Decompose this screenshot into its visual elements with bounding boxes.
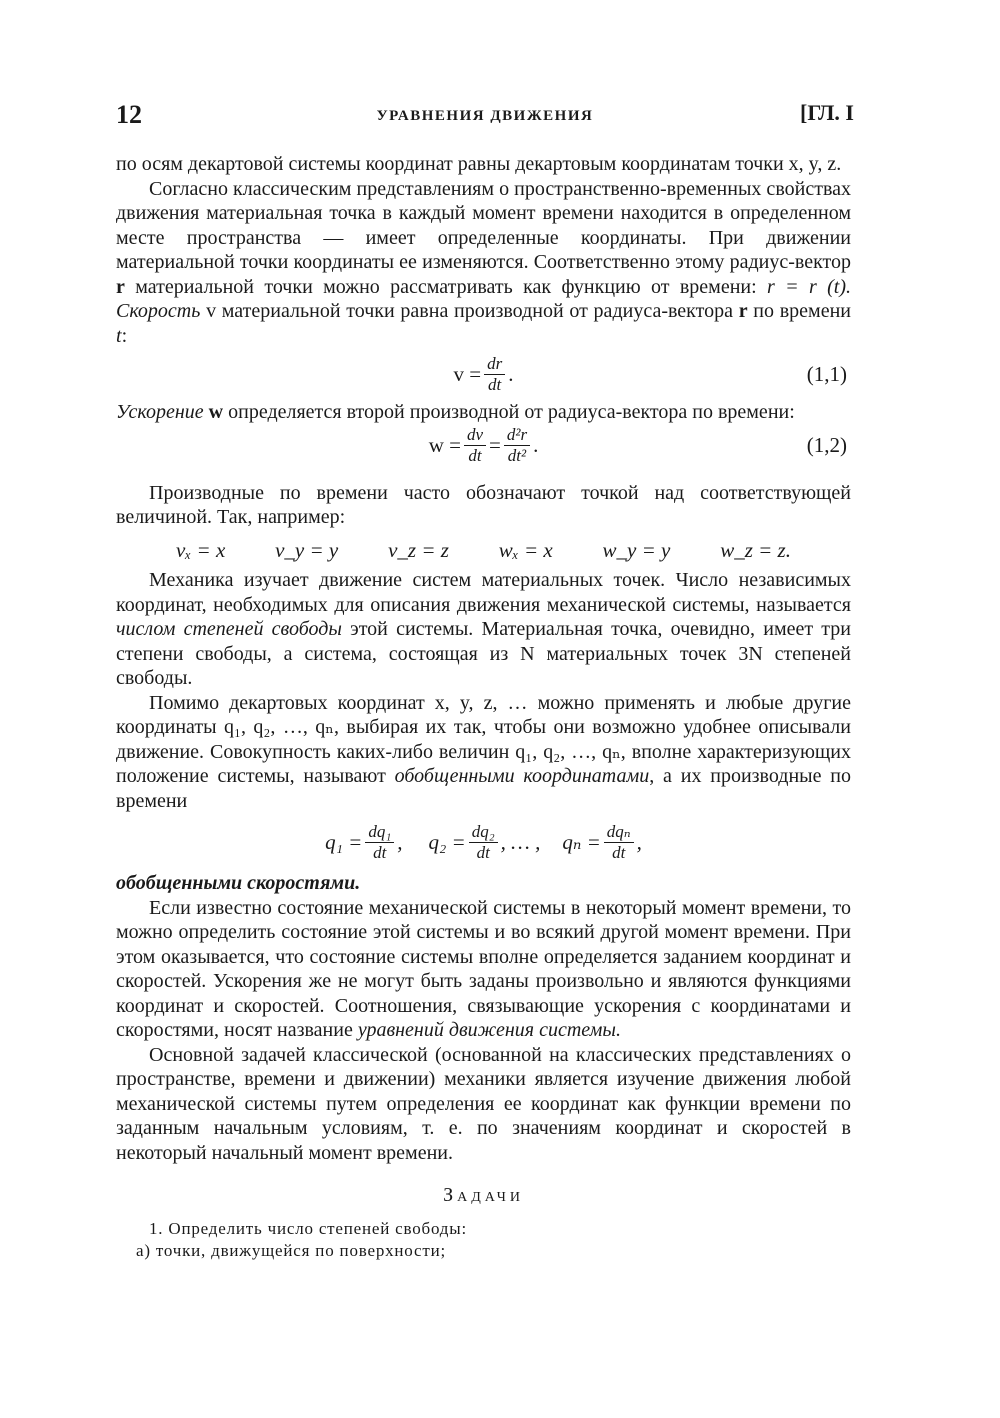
term-equations-of-motion: уравнений движения системы. xyxy=(357,1019,621,1041)
term-degrees-of-freedom: числом степеней свободы xyxy=(116,618,342,640)
paragraph-generalized-coordinates: Помимо декартовых координат x, y, z, … можно применять и любые другие координаты q₁, q₂, …, qₙ, выбирая их так, чтобы они возможно удобнее описывали движение. Совокупность каких-либо величин q₁, q₂, …, qₙ, вполне характеризующих положение системы, называют обобщенными координатами, а их производные по времени xyxy=(116,691,851,812)
equation-number: (1,1) xyxy=(806,361,847,386)
def-wy: w_y = y xyxy=(602,537,671,562)
term-generalized-velocities: обобщенными скоростями. xyxy=(116,872,361,894)
equation-generalized-velocities: q₁ = $\frac{\text{dq₁}}{dt}$ , q₂ = $\frac{\text{dq₂}}{dt}$ , … , qₙ = $\frac{\text{dqₙ}}{dt}$ , xyxy=(325,821,642,862)
paragraph-main-task: Основной задачей классической (основанной на классических представлениях о пространстве, времени и движении) механики является изучение движения любой механической системы путем определения ее координат как функции времени по заданным начальным условиям, т. е. по значениям координат и скоростей в некоторый начальный момент времени. xyxy=(116,1043,851,1164)
paragraph-degrees-of-freedom: Механика изучает движение систем материальных точек. Число независимых координат, необходимых для описания движения механической системы, называется числом степеней свободы этой системы. Материальная точка, очевидно, имеет три степени свободы, а система, состоящая из N материальных точек 3N степеней свободы. xyxy=(116,569,851,689)
equation-number: (1,2) xyxy=(806,433,847,458)
task-item-1a: а) точки, движущейся по поверхности; xyxy=(136,1240,447,1260)
paragraph-acceleration: Ускорение w определяется второй производной от радиуса-вектора по времени: xyxy=(116,401,795,423)
page-body xyxy=(116,152,851,1262)
paragraph-state-of-system: Если известно состояние механической системы в некоторый момент времени, то можно определить состояние этой системы и во всякий другой момент времени. При этом оказывается, что состояние системы вполне определяется заданием координат и скоростей. Ускорения же не могут быть заданы произвольно и являются функциями координат и скоростей. Соотношения, связывающие ускорения с координатами и скоростями, носят название уравнений движения системы. xyxy=(116,896,851,1041)
fraction-dr-dt: $\frac{dr}{dt}$ xyxy=(484,354,505,395)
def-wx: wₓ = x xyxy=(498,537,553,562)
term-acceleration: Ускорение xyxy=(116,401,204,423)
paragraph-continuation: по осям декартовой системы координат равны декартовым координатам точки x, y, z. xyxy=(116,153,842,175)
equation-1-2: w = $\frac{dv}{dt}$ = $\frac{\text{d²r}}{\text{dt²}}$ . (1,2) xyxy=(428,425,847,465)
equation-1-1: v = $\frac{dr}{dt}$ . (1,1) xyxy=(453,353,847,394)
fraction-dq1-dt: $\frac{\text{dq₁}}{dt}$ xyxy=(365,822,394,863)
fraction-dv-dt: $\frac{dv}{dt}$ xyxy=(464,425,486,466)
fraction-dqn-dt: $\frac{\text{dqₙ}}{dt}$ xyxy=(604,822,634,863)
dot-notation-definitions xyxy=(116,538,851,563)
paragraph-generalized-velocities xyxy=(116,871,851,896)
page-header xyxy=(116,100,854,130)
paragraph-classical-view: Согласно классическим представлениям о пространственно-временных свойствах движения материальная точка в каждый момент времени находится в определенном месте пространства — имеет определенные координаты. При движении материальной точки координаты ее изменяются. Соответственно этому радиус-вектор r материальной точки можно рассматривать как функцию от времени: r = r (t). Скорость v материальной точки равна производной от радиуса-вектора r по времени t: xyxy=(116,177,851,347)
term-generalized-coordinates: обобщенными координатами xyxy=(394,765,650,787)
fraction-dq2-dt: $\frac{\text{dq₂}}{dt}$ xyxy=(469,822,498,863)
fraction-d2r-dt2: $\frac{\text{d²r}}{\text{dt²}}$ xyxy=(504,425,530,466)
term-speed: Скорость xyxy=(116,300,201,322)
chapter-label: [ГЛ. I xyxy=(800,100,854,125)
paragraph-dot-notation: Производные по времени часто обозначают точкой над соответствующей величиной. Так, например: xyxy=(116,481,851,528)
def-vy: v_y = y xyxy=(275,537,339,562)
def-vz: v_z = z xyxy=(388,537,449,562)
page-number: 12 xyxy=(116,100,142,129)
def-vx: vₓ = x xyxy=(176,537,226,562)
task-item-1: 1. Определить число степеней свободы: xyxy=(149,1218,467,1238)
running-title: УРАВНЕНИЯ ДВИЖЕНИЯ xyxy=(376,108,594,124)
tasks-heading: Задачи xyxy=(443,1184,524,1206)
def-wz: w_z = z. xyxy=(720,537,791,562)
